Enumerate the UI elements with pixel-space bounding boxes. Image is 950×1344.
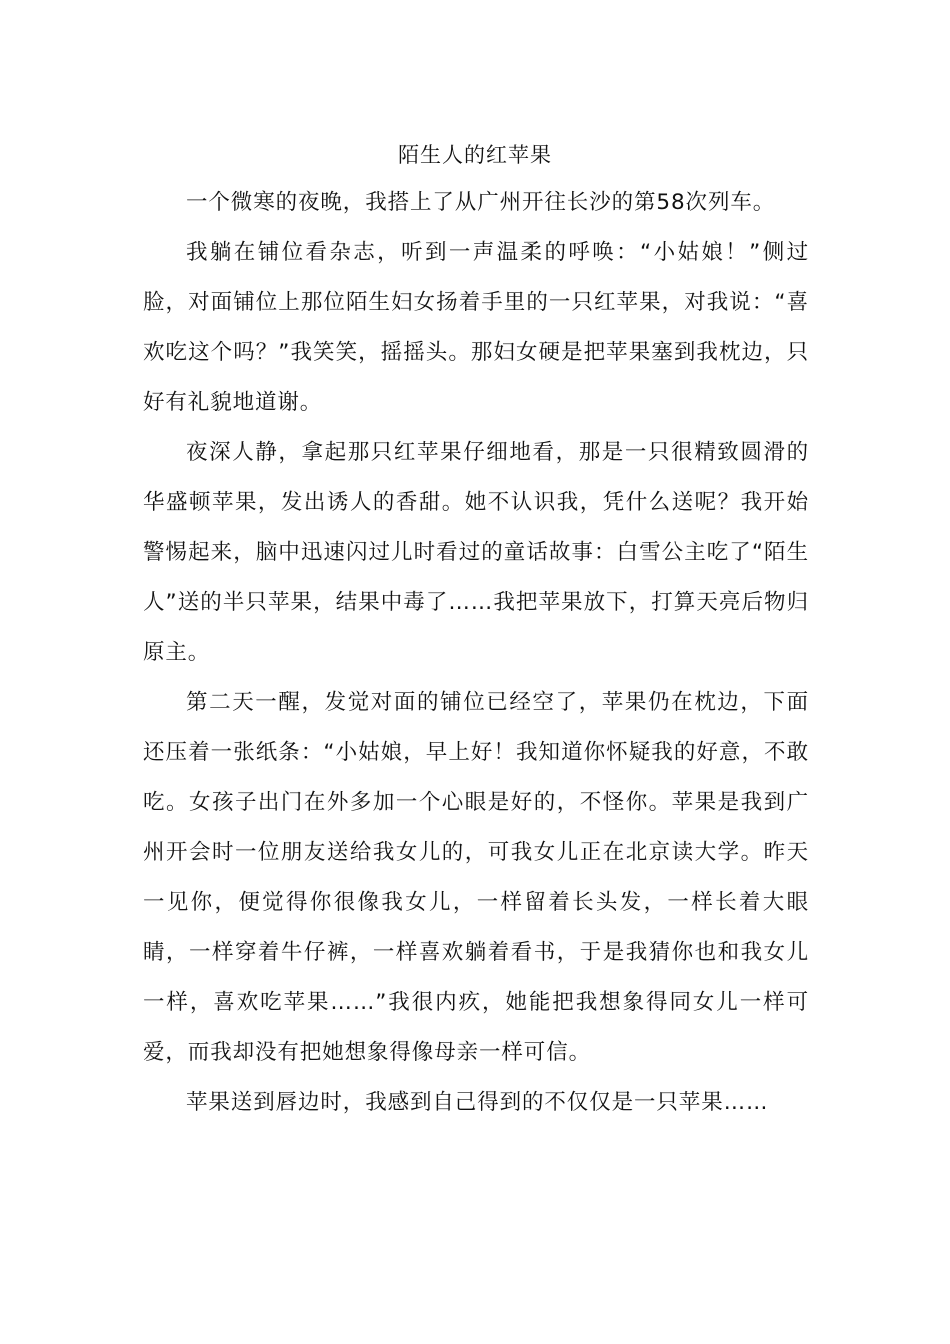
paragraph-4: 第二天一醒，发觉对面的铺位已经空了，苹果仍在枕边，下面还压着一张纸条：“小姑娘，早上好！我知道你怀疑我的好意，不敢吃。女孩子出门在外多加一个心眼是好的，不怪你。苹果是我到广州开会时一位朋友送给我女儿的，可我女儿正在北京读大学。昨天一见你，便觉得你很像我女儿，一样留着长头发，一样长着大眼睛，一样穿着牛仔裤，一样喜欢躺着看书，于是我猜你也和我女儿一样，喜欢吃苹果……”我很内疚，她能把我想象得同女儿一样可爱，而我却没有把她想象得像母亲一样可信。 [143,690,809,1065]
paragraph-5: 苹果送到唇边时，我感到自己得到的不仅仅是一只苹果…… [186,1090,769,1115]
document-body [143,178,809,1128]
paragraph-3: 夜深人静，拿起那只红苹果仔细地看，那是一只很精致圆滑的华盛顿苹果，发出诱人的香甜。她不认识我，凭什么送呢？我开始警惕起来，脑中迅速闪过儿时看过的童话故事：白雪公主吃了“陌生人”送的半只苹果，结果中毒了……我把苹果放下，打算天亮后物归原主。 [143,440,809,665]
paragraph-1: 一个微寒的夜晚，我搭上了从广州开往长沙的第58次列车。 [186,190,776,215]
document-title: 陌生人的红苹果 [398,143,552,167]
paragraph-2: 我躺在铺位看杂志，听到一声温柔的呼唤：“小姑娘！”侧过脸，对面铺位上那位陌生妇女扬着手里的一只红苹果，对我说：“喜欢吃这个吗？”我笑笑，摇摇头。那妇女硬是把苹果塞到我枕边，只好有礼貌地道谢。 [143,240,809,415]
